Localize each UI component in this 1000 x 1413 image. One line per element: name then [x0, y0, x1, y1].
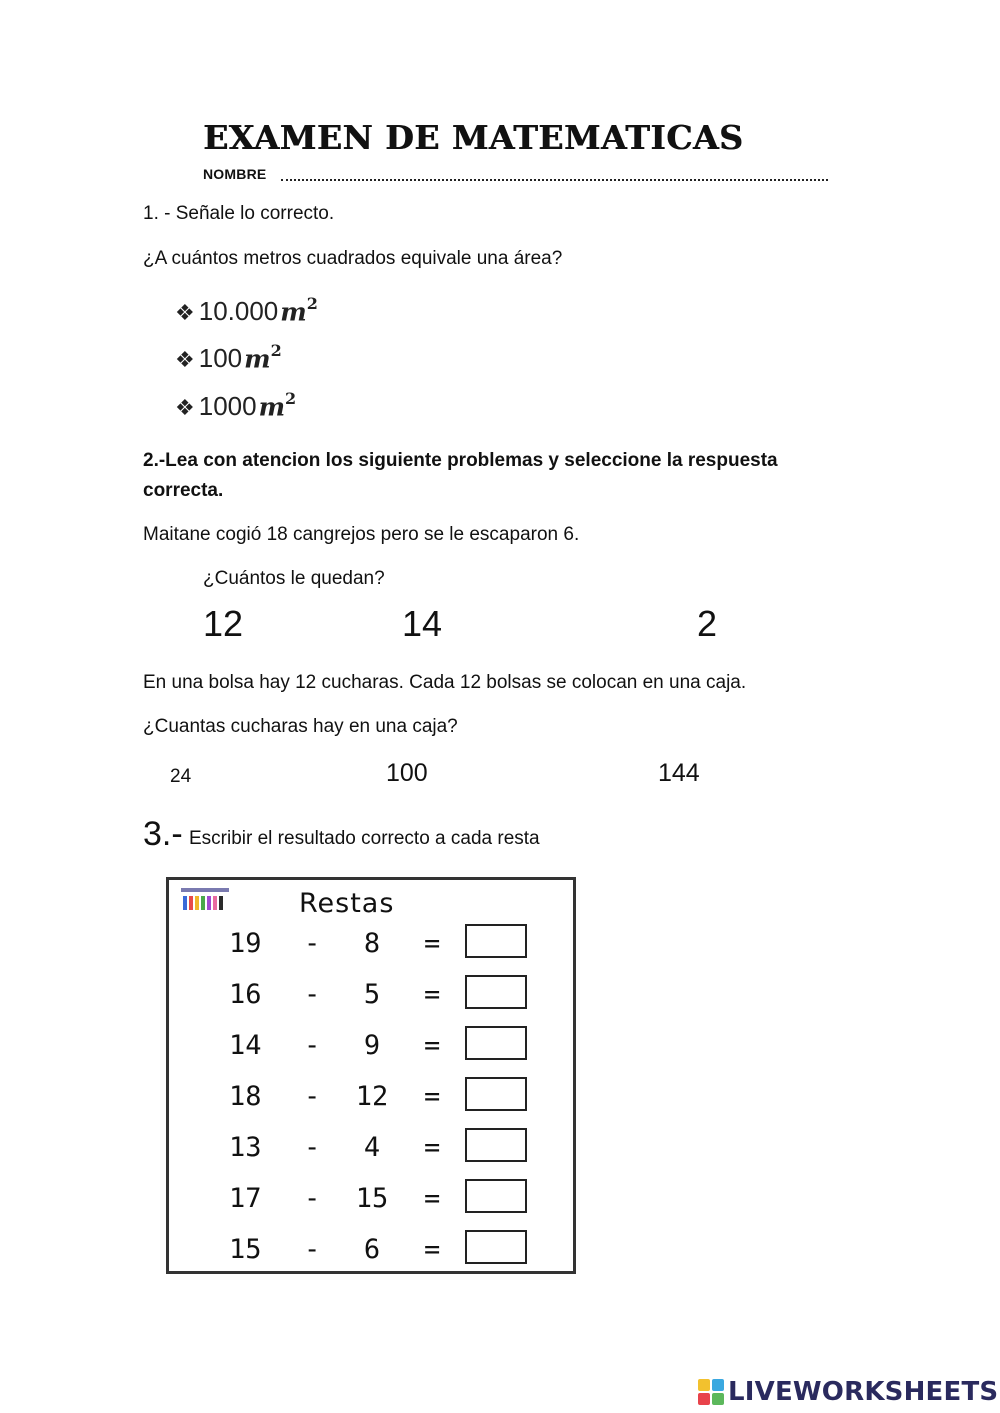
- subtraction-row: 16 - 5 =: [169, 973, 573, 1017]
- q2-problem1-question: ¿Cuántos le quedan?: [203, 568, 385, 589]
- q2-problem2-text: En una bolsa hay 12 cucharas. Cada 12 bolsas se colocan en una caja.: [143, 672, 747, 693]
- option-unit: $m^2$: [280, 294, 318, 327]
- q1-heading: 1. - Señale lo correcto.: [143, 203, 335, 224]
- logo-block: [698, 1393, 710, 1405]
- name-dotted-line: [281, 179, 828, 181]
- q2-heading-line2: correcta.: [143, 480, 224, 501]
- answer-box[interactable]: [465, 1179, 527, 1213]
- q2-problem2-question: ¿Cuantas cucharas hay en una caja?: [143, 716, 458, 737]
- logo-block: [712, 1379, 724, 1391]
- q3-instruction: Escribir el resultado correcto a cada resta: [189, 828, 540, 849]
- subtraction-row: 18 - 12 =: [169, 1075, 573, 1119]
- name-label: NOMBRE: [203, 166, 267, 182]
- option-value: 10.000: [198, 296, 279, 327]
- liveworksheets-logo: [698, 1377, 998, 1407]
- q1-option-1[interactable]: [175, 296, 318, 327]
- q3-number: 3.-: [143, 815, 183, 853]
- crayons-logo-icon: [181, 888, 229, 914]
- answer-box[interactable]: [465, 1128, 527, 1162]
- subtraction-row: 14 - 9 =: [169, 1024, 573, 1068]
- logo-block: [712, 1393, 724, 1405]
- answer-box[interactable]: [465, 924, 527, 958]
- diamond-bullet-icon: ❖: [175, 395, 195, 421]
- q2-problem1-text: Maitane cogió 18 cangrejos pero se le escaparon 6.: [143, 524, 580, 545]
- logo-blocks-icon: [698, 1379, 724, 1405]
- exam-title: EXAMEN DE MATEMATICAS: [203, 118, 744, 157]
- brand-text: LIVEWORKSHEETS: [728, 1377, 999, 1407]
- logo-block: [698, 1379, 710, 1391]
- restas-card: [166, 877, 576, 1274]
- restas-title: Restas: [299, 888, 395, 919]
- name-field[interactable]: [203, 166, 828, 186]
- answer-box[interactable]: [465, 1230, 527, 1264]
- option-unit: $m^2$: [244, 341, 282, 374]
- option-unit: $m^2$: [258, 389, 297, 422]
- option-value: 100: [198, 343, 243, 374]
- diamond-bullet-icon: ❖: [175, 300, 195, 326]
- subtraction-row: 17 - 15 =: [169, 1177, 573, 1221]
- diamond-bullet-icon: ❖: [175, 347, 195, 373]
- q2-problem2-answer-3[interactable]: 144: [658, 759, 700, 787]
- option-value: 1000: [198, 391, 257, 422]
- q1-option-3[interactable]: [175, 391, 296, 422]
- q2-problem2-answer-1[interactable]: 24: [170, 766, 192, 787]
- q2-problem1-answer-1[interactable]: 12: [203, 603, 244, 644]
- q1-question: ¿A cuántos metros cuadrados equivale una área?: [143, 248, 563, 269]
- q1-option-2[interactable]: [175, 343, 282, 374]
- q2-problem2-answer-2[interactable]: 100: [386, 759, 428, 787]
- q2-problem1-answer-2[interactable]: 14: [402, 603, 443, 644]
- answer-box[interactable]: [465, 975, 527, 1009]
- q2-problem1-answer-3[interactable]: 2: [697, 603, 718, 644]
- subtraction-row: 15 - 6 =: [169, 1228, 573, 1272]
- subtraction-row: 19 - 8 =: [169, 922, 573, 966]
- answer-box[interactable]: [465, 1026, 527, 1060]
- subtraction-row: 13 - 4 =: [169, 1126, 573, 1170]
- q2-heading-line1: 2.-Lea con atencion los siguiente problemas y seleccione la respuesta: [143, 450, 778, 471]
- answer-box[interactable]: [465, 1077, 527, 1111]
